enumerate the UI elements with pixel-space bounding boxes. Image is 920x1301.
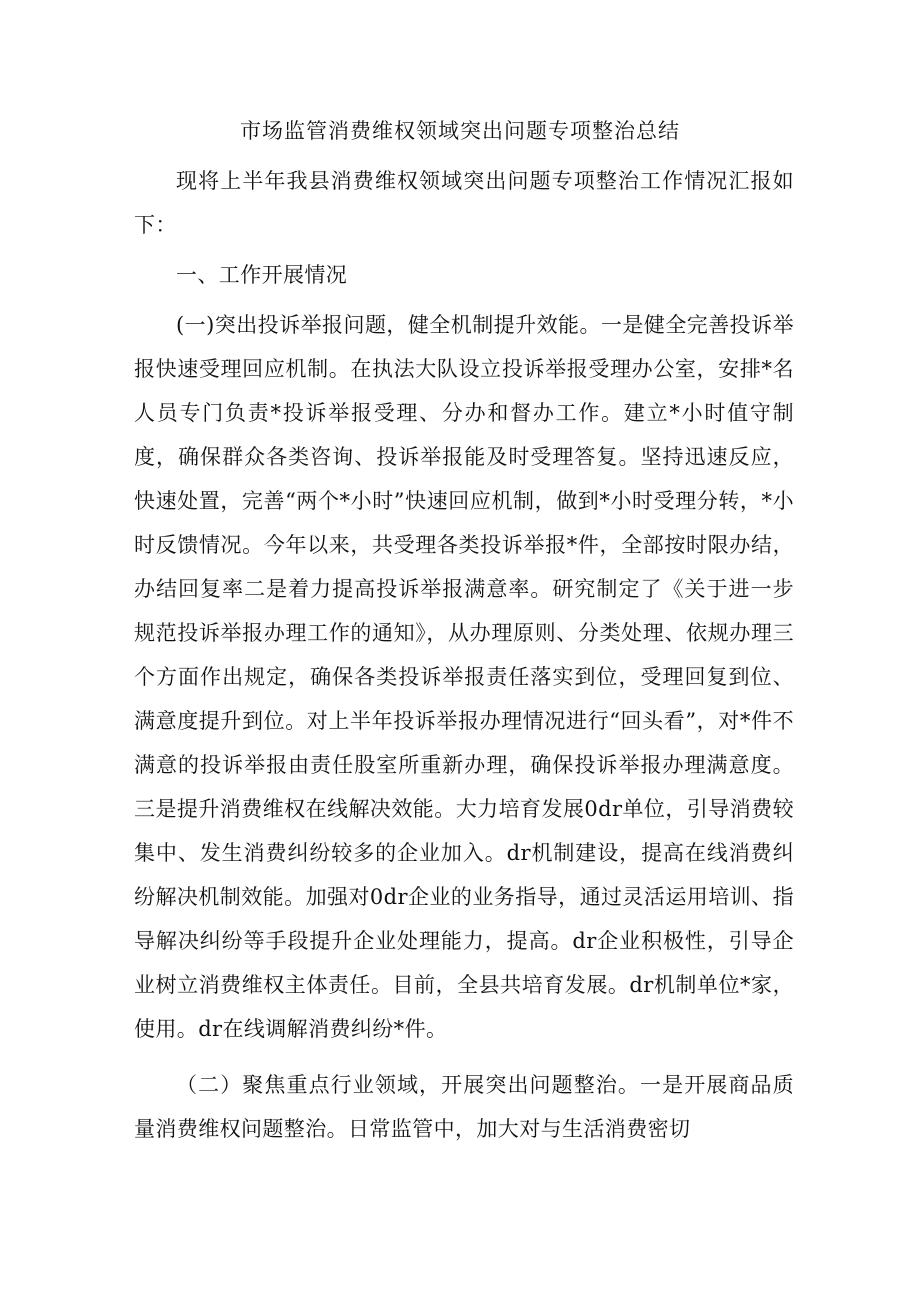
document-body bbox=[134, 159, 794, 1151]
paragraph-2: （二）聚焦重点行业领域，开展突出问题整治。一是开展商品质量消费维权问题整治。日常监管中，加大对与生活消费密切 bbox=[134, 1073, 794, 1141]
paragraph-1: (一)突出投诉举报问题，健全机制提升效能。一是健全完善投诉举报快速受理回应机制。在执法大队设立投诉举报受理办公室，安排*名人员专门负责*投诉举报受理、分办和督办工作。建立*小时值守制度，确保群众各类咨询、投诉举报能及时受理答复。坚持迅速反应，快速处置，完善“两个*小时”快速回应机制，做到*小时受理分转，*小时反馈情况。今年以来，共受理各类投诉举报*件，全部按时限办结，办结回复率二是着力提高投诉举报满意率。研究制定了《关于进一步规范投诉举报办理工作的通知》，从办理原则、分类处理、依规办理三个方面作出规定，确保各类投诉举报责任落实到位，受理回复到位、满意度提升到位。对上半年投诉举报办理情况进行“回头看”，对*件不满意的投诉举报由责任股室所重新办理，确保投诉举报办理满意度。三是提升消费维权在线解决效能。大力培育发展0dr单位，引导消费较集中、发生消费纠纷较多的企业加入。dr机制建设，提高在线消费纠纷解决机制效能。加强对0dr企业的业务指导，通过灵活运用培训、指导解决纠纷等手段提升企业处理能力，提高。dr企业积极性，引导企业树立消费维权主体责任。目前，全县共培育发展。dr机制单位*家，使用。dr在线调解消费纠纷*件。 bbox=[134, 313, 794, 1041]
section-heading: 一、工作开展情况 bbox=[176, 263, 348, 287]
intro-paragraph: 现将上半年我县消费维权领域突出问题专项整治工作情况汇报如下： bbox=[134, 169, 794, 237]
document-title: 市场监管消费维权领域突出问题专项整治总结 bbox=[240, 119, 680, 143]
